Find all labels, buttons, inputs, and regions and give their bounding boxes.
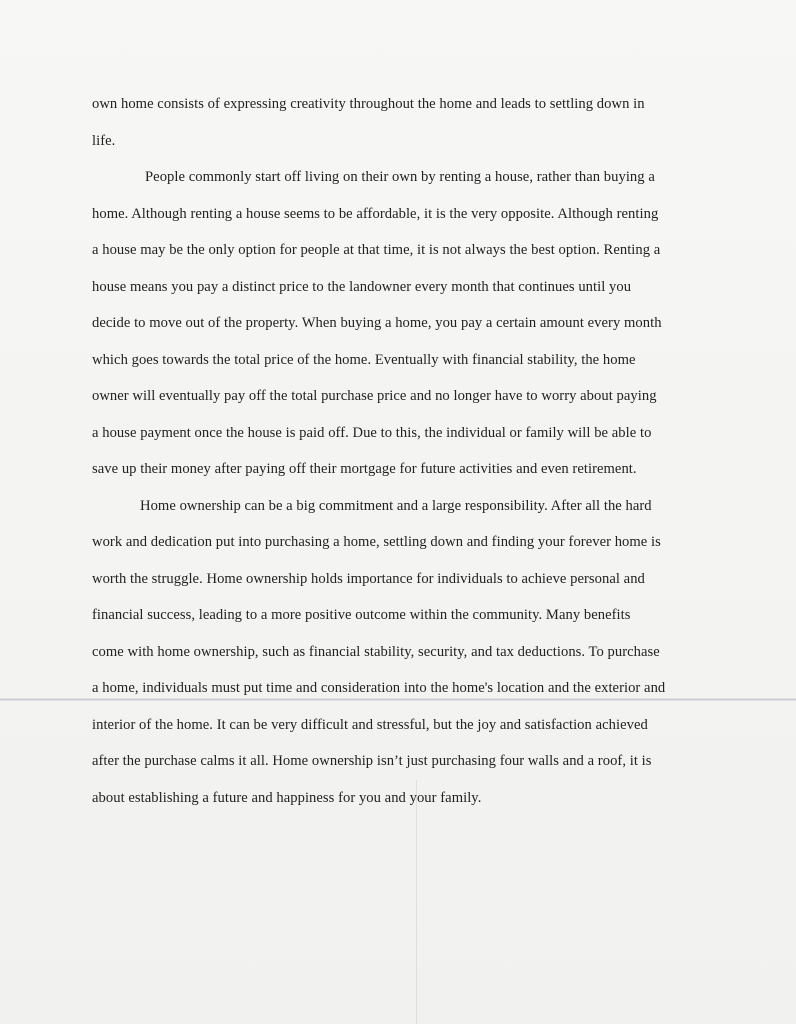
text-line: worth the struggle. Home ownership holds importance for individuals to achieve personal and: [92, 570, 645, 587]
text-line: come with home ownership, such as financial stability, security, and tax deductions. To purchase: [92, 643, 660, 660]
text-line: save up their money after paying off their mortgage for future activities and even retirement.: [92, 461, 637, 477]
text-line: interior of the home. It can be very difficult and stressful, but the joy and satisfaction achieved: [92, 716, 648, 733]
text-line: a home, individuals must put time and consideration into the home's location and the exterior and: [92, 680, 666, 696]
essay-text: [92, 86, 718, 816]
text-line: after the purchase calms it all. Home ownership isn’t just purchasing four walls and a roof, it is: [92, 753, 652, 769]
text-line: work and dedication put into purchasing a home, settling down and finding your forever home is: [92, 534, 661, 550]
paragraph-start-line: People commonly start off living on their own by renting a house, rather than buying a: [145, 169, 655, 185]
text-line: a house payment once the house is paid off. Due to this, the individual or family will be able to: [92, 424, 652, 441]
text-line: own home consists of expressing creativity throughout the home and leads to settling down in: [92, 96, 645, 112]
text-line: home. Although renting a house seems to be affordable, it is the very opposite. Although renting: [92, 205, 659, 222]
text-line: life.: [92, 132, 116, 149]
text-line: a house may be the only option for people at that time, it is not always the best option. Renting a: [92, 242, 661, 258]
text-line: decide to move out of the property. When buying a home, you pay a certain amount every month: [92, 315, 662, 331]
text-line: which goes towards the total price of the home. Eventually with financial stability, the home: [92, 351, 636, 368]
text-line: owner will eventually pay off the total purchase price and no longer have to worry about paying: [92, 388, 657, 404]
paragraph-start-line: Home ownership can be a big commitment and a large responsibility. After all the hard: [140, 497, 652, 514]
text-line: house means you pay a distinct price to the landowner every month that continues until you: [92, 278, 632, 295]
paper-fold-line: [416, 780, 417, 1024]
text-line: financial success, leading to a more positive outcome within the community. Many benefits: [92, 607, 631, 623]
text-line: about establishing a future and happiness for you and your family.: [92, 789, 482, 806]
